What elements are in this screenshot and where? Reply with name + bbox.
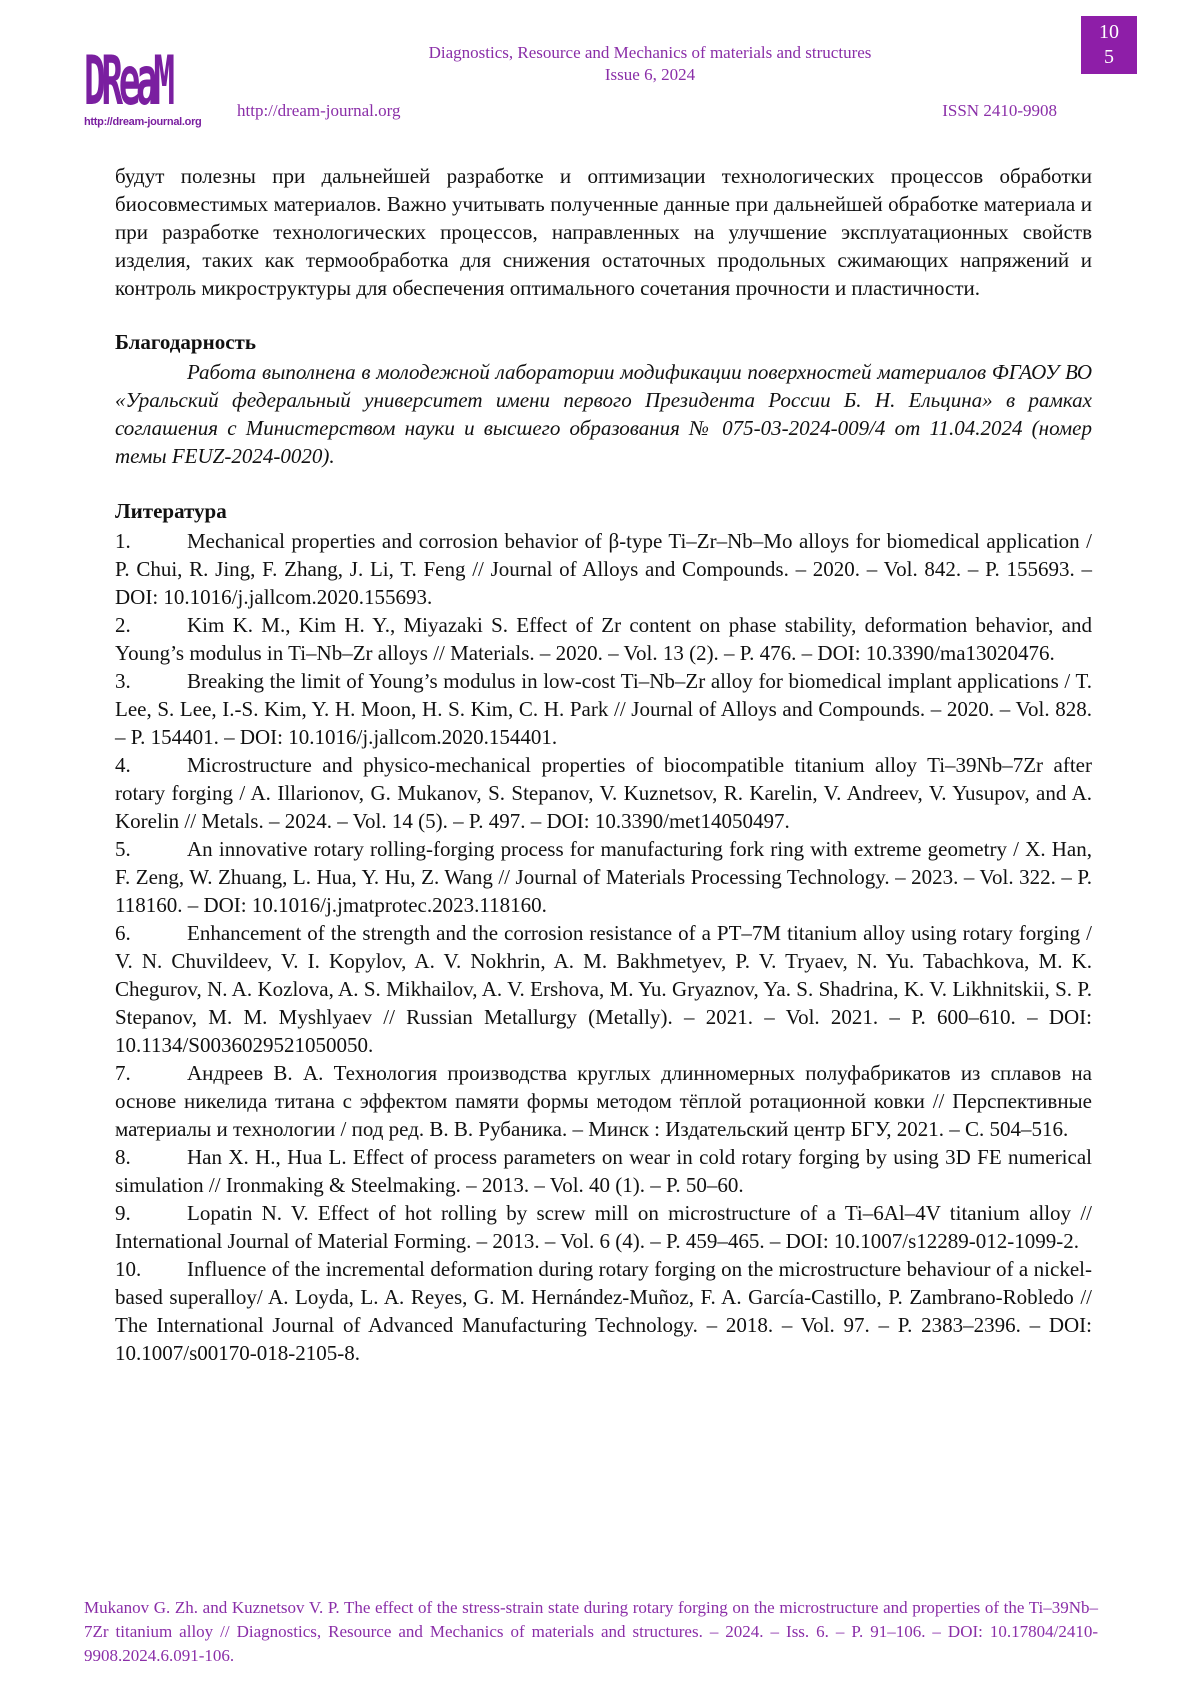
journal-url[interactable]: http://dream-journal.org	[237, 101, 401, 120]
reference-number: 2.	[115, 613, 131, 637]
journal-logo	[84, 16, 202, 132]
reference-text: Андреев В. А. Технология производства круглых длинномерных полуфабрикатов из сплавов на основе никелида титана с эффектом памяти формы методом тёплой ротационной ковки // Перспективные материалы и технологии / под ред. В. В. Рубаника. – Минск : Издательский центр БГУ, 2021. – С. 504–516.	[115, 1061, 1092, 1141]
reference-text: Mechanical properties and corrosion behavior of β-type Ti–Zr–Nb–Mo alloys for biomedical application / P. Chui, R. Jing, F. Zhang, J. Li, T. Feng // Journal of Alloys and Compounds. – 2020. – Vol. 842. – P. 155693. – DOI: 10.1016/j.jallcom.2020.155693.	[115, 529, 1092, 609]
reference-text: Kim K. M., Kim H. Y., Miyazaki S. Effect of Zr content on phase stability, deformation behavior, and Young’s modulus in Ti–Nb–Zr alloys // Materials. – 2020. – Vol. 13 (2). – P. 476. – DOI: 10.3390/ma13020476.	[115, 613, 1092, 665]
reference-text: An innovative rotary rolling-forging process for manufacturing fork ring with extreme geometry / X. Han, F. Zeng, W. Zhuang, L. Hua, Y. Hu, Z. Wang // Journal of Materials Processing Technology. – 2023. – Vol. 322. – P. 118160. – DOI: 10.1016/j.jmatprotec.2023.118160.	[115, 837, 1092, 917]
reference-number: 1.	[115, 529, 131, 553]
journal-issn: ISSN 2410-9908	[942, 101, 1057, 120]
reference-text: Enhancement of the strength and the corrosion resistance of a PT–7M titanium alloy using rotary forging / V. N. Chuvildeev, V. I. Kopylov, A. V. Nokhrin, A. M. Bakhmetyev, P. V. Tryaev, N. Yu. Tabachkova, M. K. Chegurov, N. A. Kozlova, A. S. Mikhailov, A. V. Ershova, M. Yu. Gryaznov, Ya. S. Shadrina, K. V. Likhnitskii, S. P. Stepanov, M. M. Myshlyaev // Russian Metallurgy (Metally). – 2021. – Vol. 2021. – P. 600–610. – DOI: 10.1134/S0036029521050050.	[115, 921, 1092, 1057]
references-list	[115, 527, 1092, 1367]
reference-text: Han X. H., Hua L. Effect of process parameters on wear in cold rotary forging by using 3D FE numerical simulation // Ironmaking & Steelmaking. – 2013. – Vol. 40 (1). – P. 50–60.	[115, 1145, 1092, 1197]
reference-number: 8.	[115, 1145, 131, 1169]
reference-item	[115, 1199, 1092, 1255]
reference-item	[115, 1143, 1092, 1199]
reference-number: 7.	[115, 1061, 131, 1085]
reference-text: Influence of the incremental deformation during rotary forging on the microstructure behaviour of a nickel-based superalloy/ A. Loyda, L. A. Reyes, G. M. Hernández-Muñoz, F. A. García-Castillo, P. Zambrano-Robledo // The International Journal of Advanced Manufacturing Technology. – 2018. – Vol. 97. – P. 2383–2396. – DOI: 10.1007/s00170-018-2105-8.	[115, 1257, 1092, 1365]
article-body	[115, 162, 1092, 1367]
reference-number: 3.	[115, 669, 131, 693]
citation-footer: Mukanov G. Zh. and Kuznetsov V. P. The effect of the stress-strain state during rotary forging on the microstructure and properties of the Ti–39Nb–7Zr titanium alloy // Diagnostics, Resource and Mechanics of materials and structures. – 2024. – Iss. 6. – P. 91–106. – DOI: 10.17804/2410-9908.2024.6.091-106.	[84, 1598, 1098, 1665]
reference-item	[115, 611, 1092, 667]
reference-item	[115, 835, 1092, 919]
page-number-line2: 5	[1104, 46, 1114, 68]
reference-item	[115, 751, 1092, 835]
reference-item	[115, 1255, 1092, 1367]
reference-number: 6.	[115, 921, 131, 945]
logo-wordmark: DReaM	[84, 41, 171, 120]
reference-item	[115, 667, 1092, 751]
journal-title: Diagnostics, Resource and Mechanics of materials and structures	[428, 43, 872, 62]
page-number-line1: 10	[1099, 21, 1119, 43]
reference-item	[115, 527, 1092, 611]
reference-text: Lopatin N. V. Effect of hot rolling by screw mill on microstructure of a Ti–6Al–4V titanium alloy // International Journal of Material Forming. – 2013. – Vol. 6 (4). – P. 459–465. – DOI: 10.1007/s12289-012-1099-2.	[115, 1201, 1092, 1253]
reference-text: Breaking the limit of Young’s modulus in low-cost Ti–Nb–Zr alloy for biomedical implant applications / T. Lee, S. Lee, I.-S. Kim, Y. H. Moon, H. S. Kim, C. H. Park // Journal of Alloys and Compounds. – 2020. – Vol. 828. – P. 154401. – DOI: 10.1016/j.jallcom.2020.154401.	[115, 669, 1092, 749]
journal-issue: Issue 6, 2024	[604, 65, 696, 84]
reference-number: 10.	[115, 1257, 142, 1281]
reference-text: Microstructure and physico-mechanical properties of biocompatible titanium alloy Ti–39Nb–7Zr after rotary forging / A. Illarionov, G. Mukanov, S. Stepanov, V. Kuznetsov, R. Karelin, V. Andreev, V. Yusupov, and A. Korelin // Metals. – 2024. – Vol. 14 (5). – P. 497. – DOI: 10.3390/met14050497.	[115, 753, 1092, 833]
acknowledgement-heading: Благодарность	[115, 330, 256, 354]
logo-url: http://dream-journal.org	[84, 116, 202, 128]
reference-number: 4.	[115, 753, 131, 777]
reference-item	[115, 1059, 1092, 1143]
journal-header	[300, 42, 1000, 86]
page-number-badge	[1081, 16, 1137, 74]
intro-paragraph: будут полезны при дальнейшей разработке и оптимизации технологических процессов обработки биосовместимых материалов. Важно учитывать полученные данные при дальнейшей обработке материала и при разработке технологических процессов, направленных на улучшение эксплуатационных свойств изделия, таких как термообработка для снижения остаточных продольных сжимающих напряжений и контроль микроструктуры для обеспечения оптимального сочетания прочности и пластичности.	[115, 164, 1092, 300]
references-heading: Литература	[115, 499, 227, 523]
acknowledgement-text: Работа выполнена в молодежной лаборатории модификации поверхностей материалов ФГАОУ ВО «Уральский федеральный университет имени первого Президента России Б. Н. Ельцина» в рамках соглашения с Министерством науки и высшего образования № 075-03-2024-009/4 от 11.04.2024 (номер темы FEUZ-2024-0020).	[115, 360, 1092, 468]
reference-number: 5.	[115, 837, 131, 861]
reference-number: 9.	[115, 1201, 131, 1225]
reference-item	[115, 919, 1092, 1059]
